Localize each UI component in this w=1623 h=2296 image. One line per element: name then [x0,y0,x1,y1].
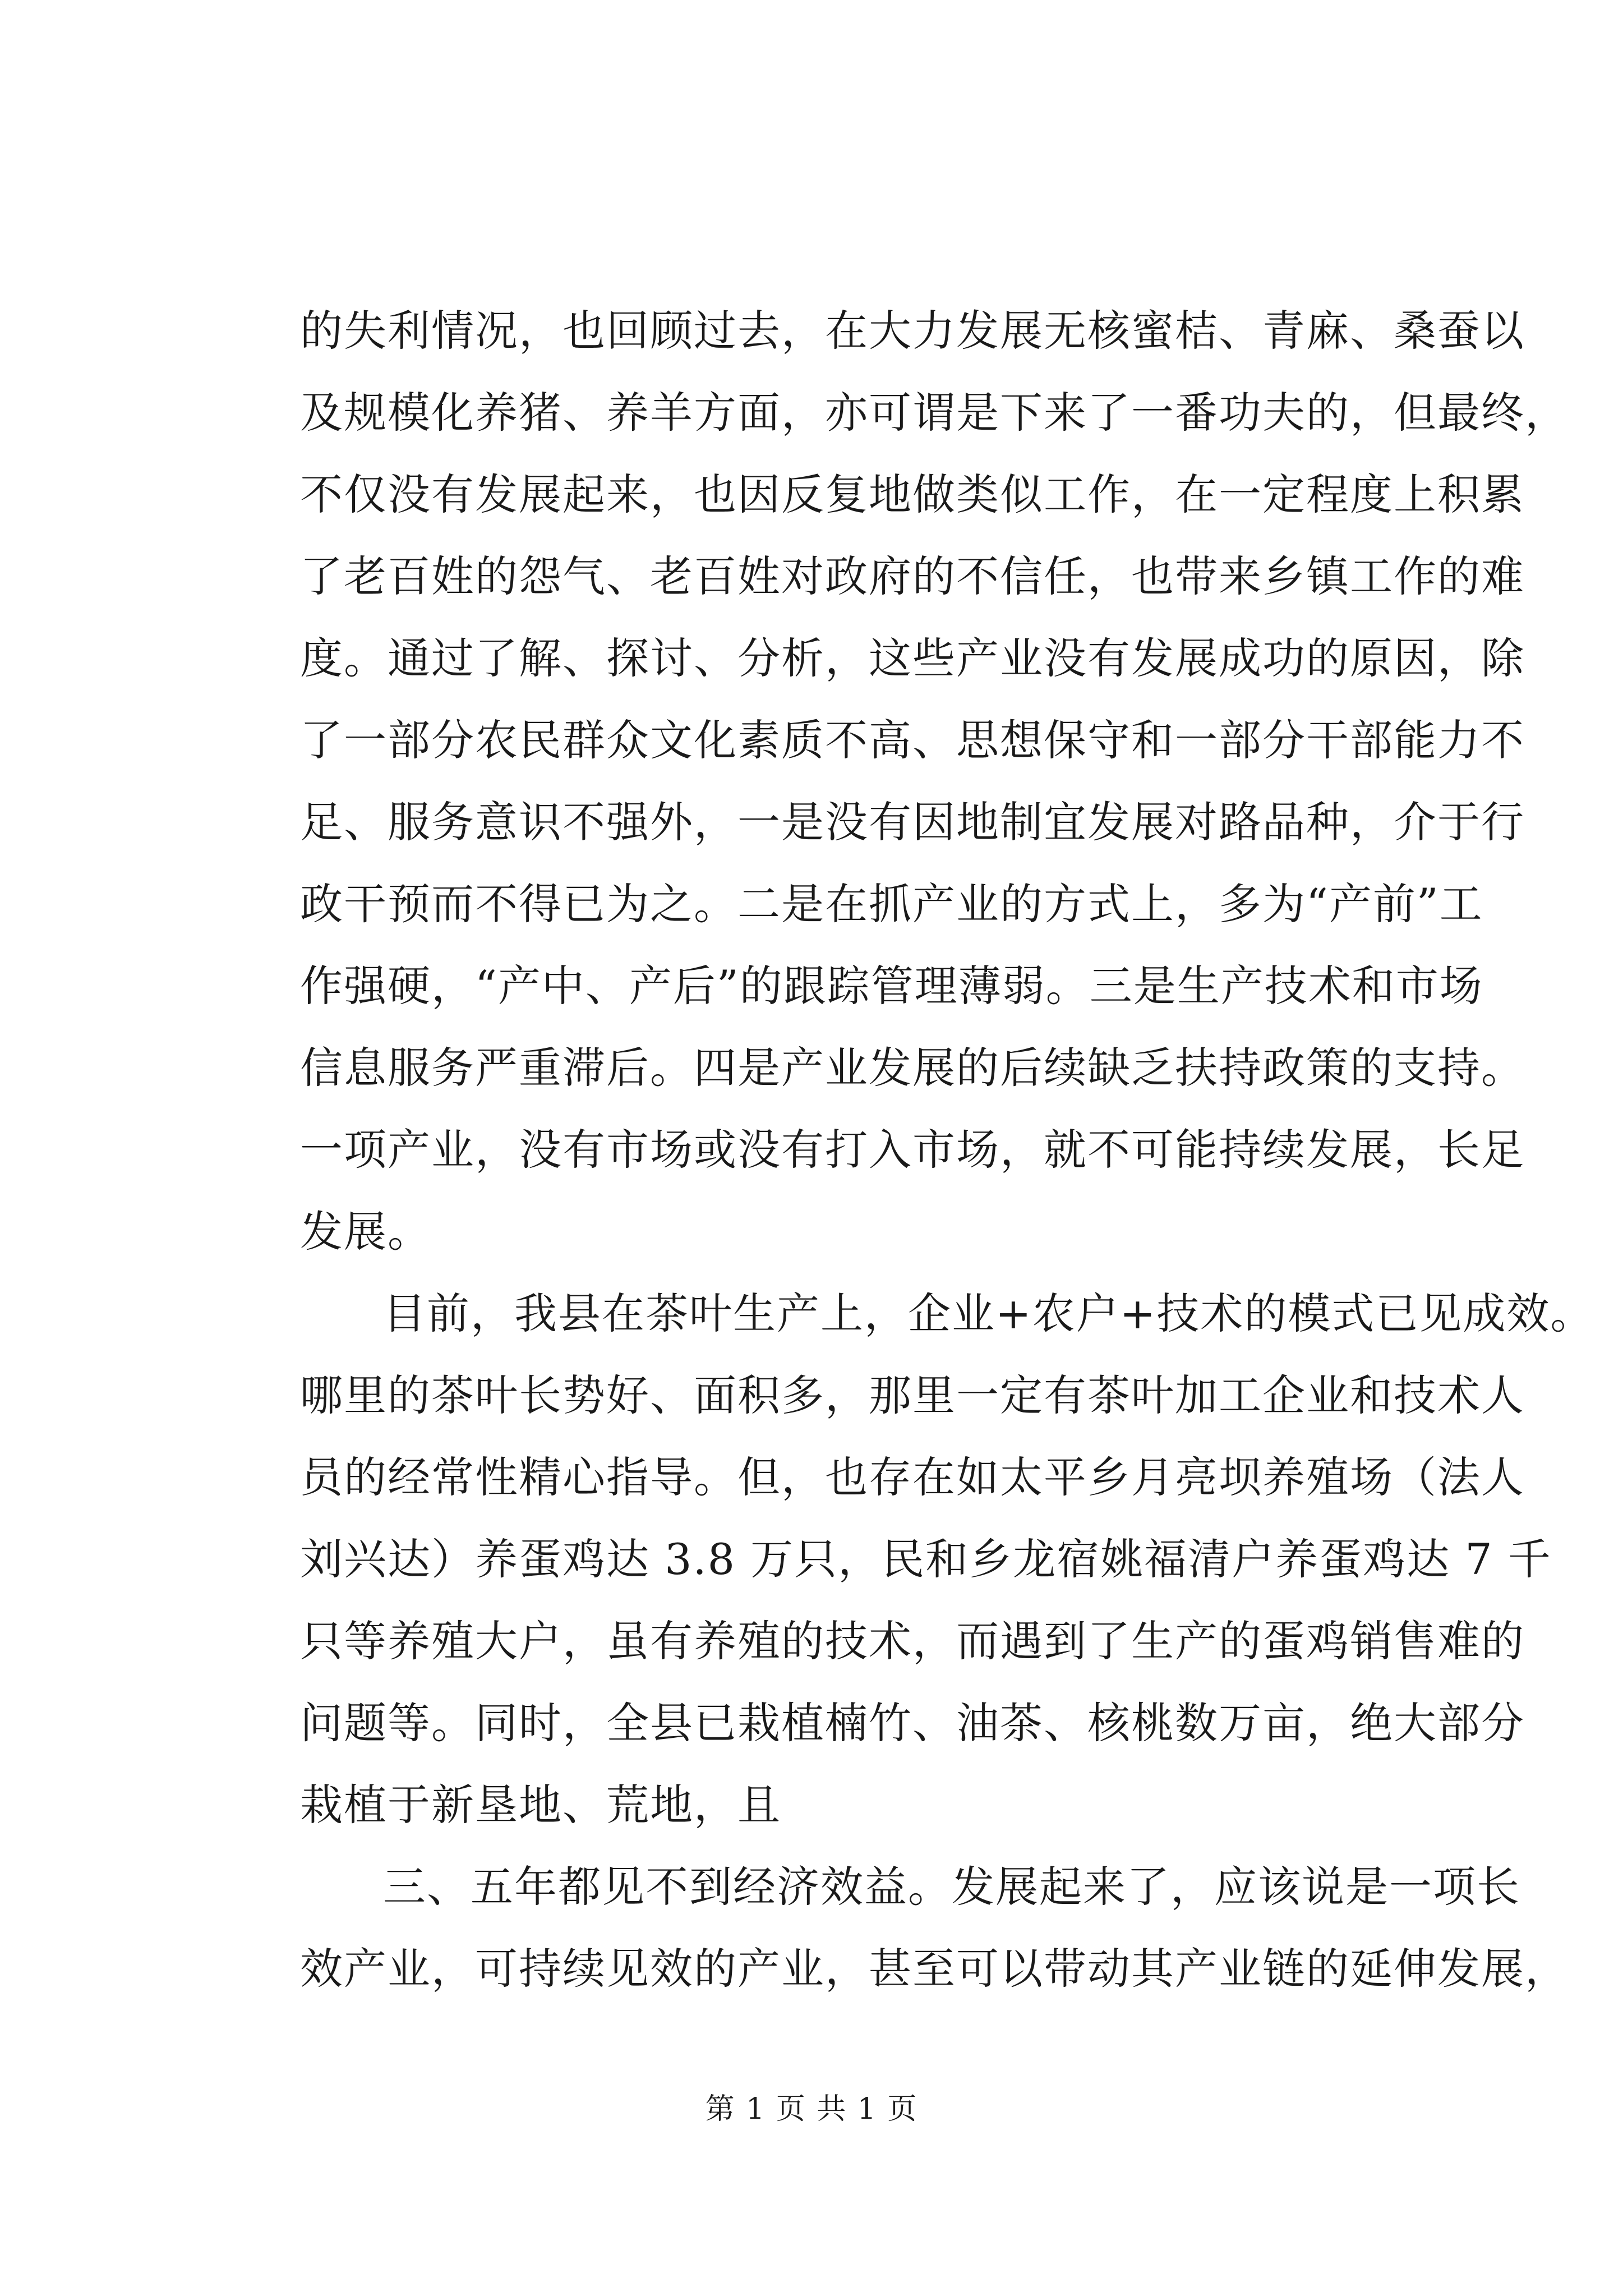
text-line: 政干预而不得已为之。二是在抓产业的方式上，多为“产前”工 [300,879,1483,929]
text-line: 了一部分农民群众文化素质不高、思想保守和一部分干部能力不 [300,715,1525,765]
text-line: 的失利情况，也回顾过去，在大力发展无核蜜桔、青麻、桑蚕以 [300,306,1525,356]
text-line: 一项产业，没有市场或没有打入市场，就不可能持续发展，长足 [300,1125,1525,1175]
text-line: 足、服务意识不强外，一是没有因地制宜发展对路品种，介于行 [300,797,1525,847]
text-line: 及规模化养猪、养羊方面，亦可谓是下来了一番功夫的，但最终， [300,388,1569,438]
text-line: 效产业，可持续见效的产业，甚至可以带动其产业链的延伸发展， [300,1944,1569,1994]
text-line: 刘兴达）养蛋鸡达 3.8 万只，民和乡龙宿姚福清户养蛋鸡达 7 千 [300,1534,1552,1584]
text-line: 栽植于新垦地、荒地，且 [300,1780,781,1830]
text-line: 度。通过了解、探讨、分析，这些产业没有发展成功的原因，除 [300,633,1525,683]
paragraph-start-line: 目前，我县在茶叶生产上，企业+农户+技术的模式已见成效。 [383,1289,1594,1338]
paragraph-start-line: 三、五年都见不到经济效益。发展起来了，应该说是一项长 [383,1862,1520,1912]
page-footer: 第 1 页 共 1 页 [705,2092,918,2126]
text-line: 了老百姓的怨气、老百姓对政府的不信任，也带来乡镇工作的难 [300,551,1525,601]
text-line: 哪里的茶叶长势好、面积多，那里一定有茶叶加工企业和技术人 [300,1370,1525,1420]
text-line: 作强硬，“产中、产后”的跟踪管理薄弱。三是生产技术和市场 [300,961,1483,1011]
text-line: 信息服务严重滞后。四是产业发展的后续缺乏扶持政策的支持。 [300,1043,1525,1093]
text-line: 不仅没有发展起来，也因反复地做类似工作，在一定程度上积累 [300,470,1525,519]
text-line: 问题等。同时，全县已栽植楠竹、油茶、核桃数万亩，绝大部分 [300,1698,1525,1748]
text-line: 发展。 [300,1207,431,1257]
text-line: 只等养殖大户，虽有养殖的技术，而遇到了生产的蛋鸡销售难的 [300,1616,1525,1666]
text-line: 员的经常性精心指导。但，也存在如太平乡月亮坝养殖场（法人 [300,1452,1525,1502]
